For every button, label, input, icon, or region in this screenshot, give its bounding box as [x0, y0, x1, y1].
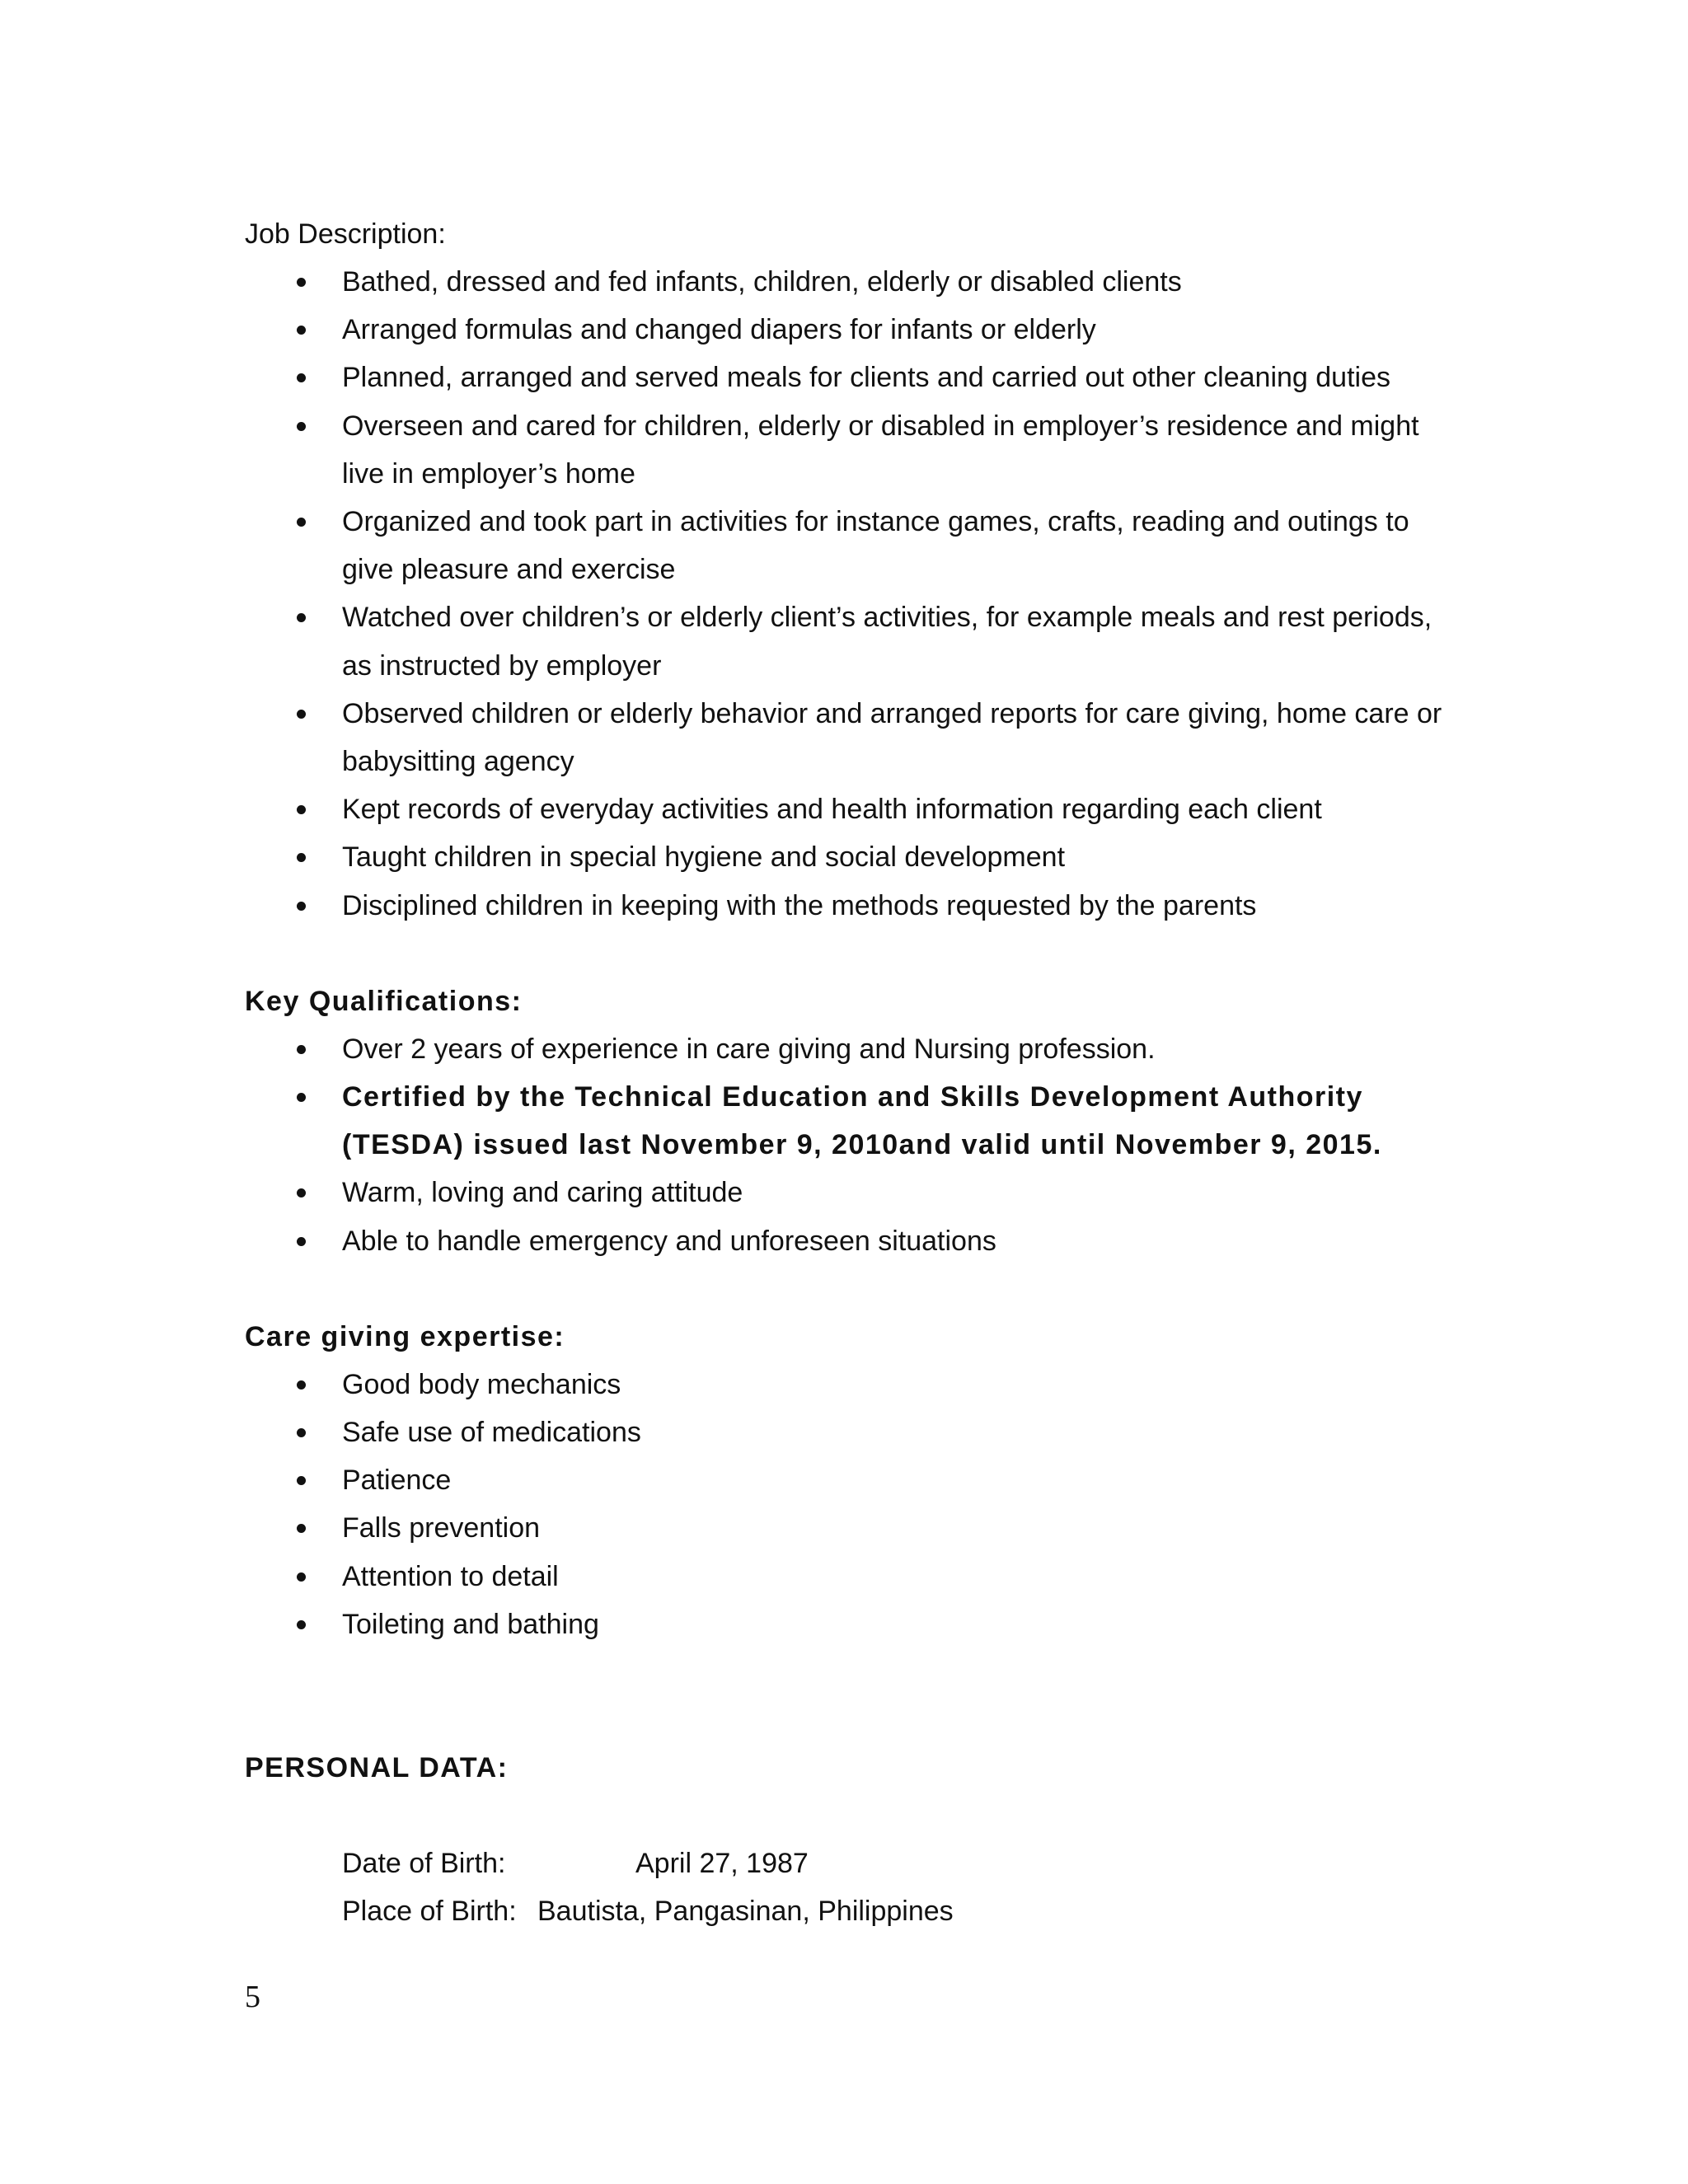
place-of-birth-value: Bautista, Pangasinan, Philippines	[537, 1896, 954, 1928]
list-item-text: Falls prevention	[342, 1512, 541, 1544]
job-description-list	[245, 258, 1448, 930]
place-of-birth-row	[245, 1887, 1448, 1935]
list-item-text: Attention to detail	[342, 1560, 559, 1592]
list-item-text: Organized and took part in activities for instance games, crafts, reading and outings to give pleasure and exercise	[342, 506, 1409, 586]
page-content	[245, 210, 1448, 1935]
list-item-text: Observed children or elderly behavior and arranged reports for care giving, home care or babysitting agency	[342, 697, 1442, 778]
bullet-icon	[297, 1572, 306, 1582]
list-item-text: Arranged formulas and changed diapers for infants or elderly	[342, 314, 1096, 346]
list-item-text: Safe use of medications	[342, 1417, 641, 1449]
care-giving-expertise-heading: Care giving expertise:	[245, 1320, 565, 1352]
list-item	[245, 785, 1448, 833]
section-spacer	[245, 1648, 1448, 1744]
date-of-birth-value: April 27, 1987	[635, 1848, 809, 1880]
bullet-icon	[297, 422, 306, 431]
bullet-icon	[297, 805, 306, 814]
list-item	[245, 1408, 1448, 1456]
list-item-text: Kept records of everyday activities and health information regarding each client	[342, 794, 1322, 826]
bullet-icon	[297, 1188, 306, 1197]
list-item	[245, 1601, 1448, 1648]
list-item-text: Watched over children’s or elderly client’s activities, for example meals and rest periods, as instructed by employer	[342, 602, 1432, 682]
bullet-icon	[297, 1380, 306, 1390]
bullet-icon	[297, 1620, 306, 1629]
section-spacer	[245, 930, 1448, 977]
key-qualifications-list	[245, 1025, 1448, 1265]
key-qualifications-heading: Key Qualifications:	[245, 985, 523, 1017]
date-of-birth-label: Date of Birth:	[342, 1848, 506, 1880]
care-giving-expertise-list	[245, 1361, 1448, 1648]
bullet-icon	[297, 1045, 306, 1054]
bullet-icon	[297, 1524, 306, 1533]
page-number: 5	[245, 1980, 260, 2014]
list-item	[245, 258, 1448, 306]
bullet-icon	[297, 613, 306, 622]
bullet-icon	[297, 853, 306, 862]
list-item-text: Able to handle emergency and unforeseen situations	[342, 1225, 996, 1257]
date-of-birth-row	[245, 1840, 1448, 1887]
list-item	[245, 402, 1448, 498]
list-item-text: Disciplined children in keeping with the methods requested by the parents	[342, 889, 1257, 921]
job-description-heading: Job Description:	[245, 218, 446, 250]
list-item	[245, 1504, 1448, 1552]
bullet-icon	[297, 1093, 306, 1102]
list-item-text: Certified by the Technical Education and Skills Development Authority (TESDA) issued last November 9, 2010and valid until November 9, 2015.	[342, 1081, 1382, 1161]
section-spacer	[245, 1792, 1448, 1840]
list-item	[245, 498, 1448, 593]
bullet-icon	[297, 518, 306, 527]
list-item-text: Good body mechanics	[342, 1368, 621, 1400]
bullet-icon	[297, 278, 306, 287]
list-item	[245, 306, 1448, 354]
list-item-text: Toileting and bathing	[342, 1608, 599, 1640]
list-item	[245, 1361, 1448, 1408]
list-item	[245, 1217, 1448, 1265]
list-item-text: Warm, loving and caring attitude	[342, 1177, 743, 1209]
bullet-icon	[297, 1237, 306, 1246]
list-item	[245, 1025, 1448, 1073]
list-item-text: Bathed, dressed and fed infants, children, elderly or disabled clients	[342, 266, 1182, 298]
bullet-icon	[297, 1428, 306, 1437]
list-item	[245, 833, 1448, 881]
list-item-text: Taught children in special hygiene and social development	[342, 841, 1066, 874]
bullet-icon	[297, 326, 306, 335]
list-item	[245, 593, 1448, 689]
bullet-icon	[297, 710, 306, 719]
list-item-text: Over 2 years of experience in care giving and Nursing profession.	[342, 1033, 1156, 1065]
list-item-text: Planned, arranged and served meals for clients and carried out other cleaning duties	[342, 362, 1390, 394]
list-item	[245, 1456, 1448, 1504]
list-item	[245, 690, 1448, 785]
bullet-icon	[297, 1476, 306, 1485]
list-item	[245, 1553, 1448, 1601]
bullet-icon	[297, 373, 306, 382]
list-item-text: Patience	[342, 1465, 452, 1497]
section-spacer	[245, 1265, 1448, 1313]
list-item	[245, 1073, 1448, 1169]
list-item	[245, 882, 1448, 930]
personal-data-heading: PERSONAL DATA:	[245, 1752, 509, 1784]
bullet-icon	[297, 902, 306, 911]
place-of-birth-label: Place of Birth:	[342, 1896, 517, 1928]
list-item	[245, 354, 1448, 401]
list-item-text: Overseen and cared for children, elderly or disabled in employer’s residence and might live in employer’s home	[342, 410, 1419, 490]
list-item	[245, 1169, 1448, 1216]
